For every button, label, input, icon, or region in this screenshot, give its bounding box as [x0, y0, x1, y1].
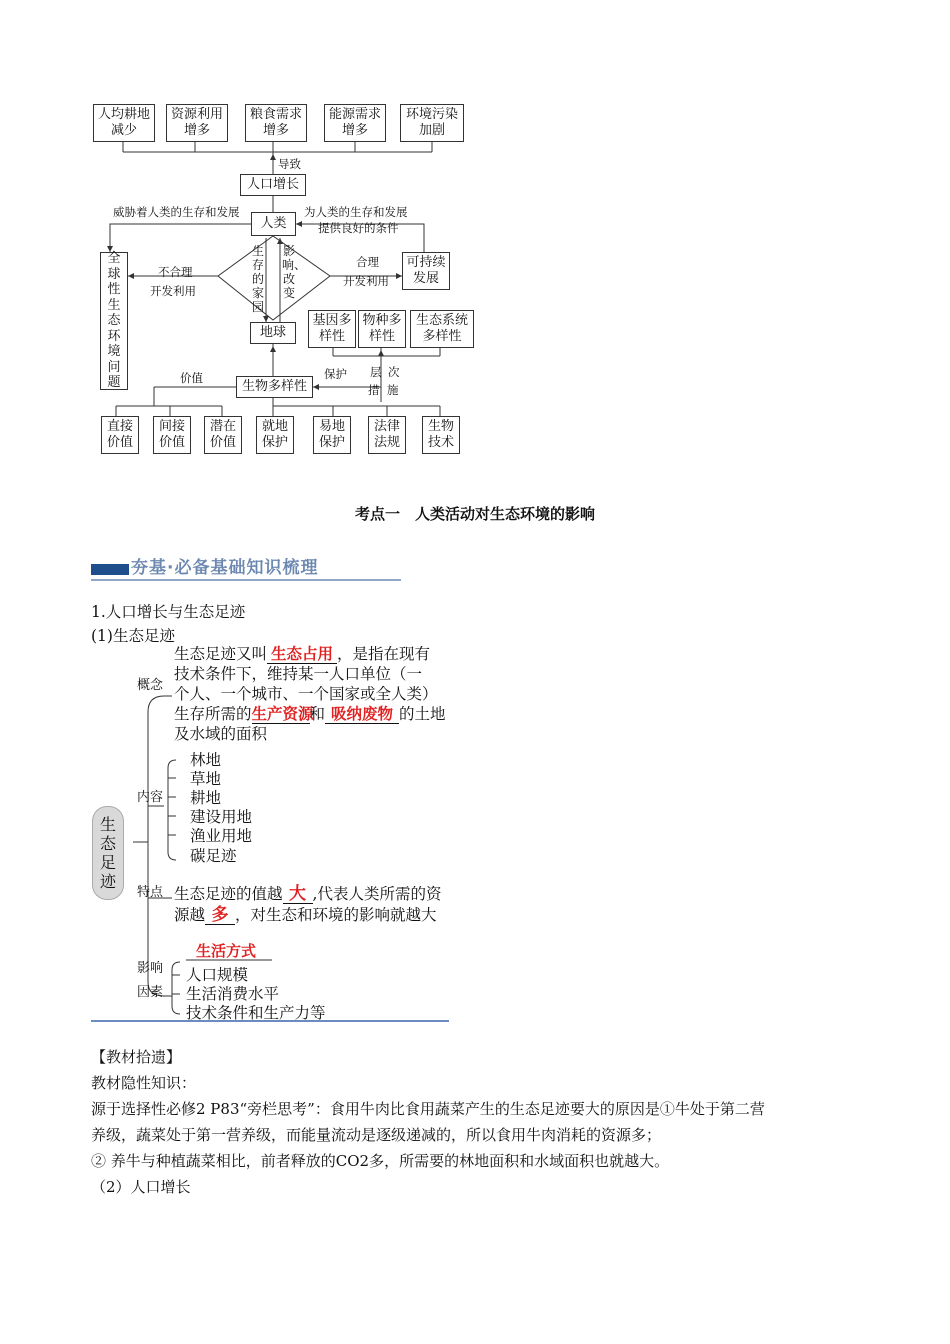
box-pollution-increase: 环境污染加剧	[400, 104, 464, 142]
box-human: 人类	[251, 212, 296, 236]
box-indirect-value: 间接价值	[153, 416, 191, 454]
label-reasonable-1: 合理	[356, 255, 379, 269]
box-resource-use-increase: 资源利用增多	[166, 104, 228, 142]
box-species-diversity: 物种多样性	[358, 310, 406, 348]
feature-line-2: 源越 多 ，对生态和环境的影响就越大	[174, 905, 437, 925]
label-levels-b: 次	[388, 365, 400, 379]
label-feature: 特点	[137, 885, 164, 900]
box-ecosystem-diversity: 生态系统多样性	[410, 310, 474, 348]
textbook-line-4: （2）人口增长	[91, 1178, 191, 1196]
textbook-line-1: 源于选择性必修2 P83“旁栏思考”：食用牛肉比食用蔬菜产生的生态足迹要大的原因是①牛处于第二营	[91, 1100, 765, 1118]
content-item-grassland: 草地	[190, 770, 222, 788]
heading-ecological-footprint: (1)生态足迹	[91, 627, 175, 645]
box-potential-value: 潜在价值	[204, 416, 242, 454]
textbook-subheading: 教材隐性知识：	[91, 1074, 197, 1092]
content-item-construction: 建设用地	[190, 808, 253, 826]
label-protect: 保护	[324, 367, 347, 381]
concept-line-1: 生态足迹又叫 生态占用 ，是指在现有	[174, 645, 431, 663]
label-provide-2: 提供良好的条件	[318, 221, 399, 235]
fill-absorb-waste: 吸纳废物	[331, 705, 394, 723]
label-influence: 影响、改变	[282, 244, 307, 300]
fill-lifestyle: 生活方式	[196, 942, 257, 960]
feature-line-1: 生态足迹的值越 大 ,代表人类所需的资	[174, 884, 442, 904]
box-earth: 地球	[250, 322, 296, 344]
concept-line-3: 个人、一个城市、一个国家或全人类）	[174, 685, 438, 703]
label-content: 内容	[137, 790, 164, 805]
factor-technology: 技术条件和生产力等	[186, 1004, 326, 1022]
box-laws: 法律法规	[368, 416, 406, 454]
label-factor-1: 影响	[137, 961, 164, 976]
label-unreasonable-1: 不合理	[158, 265, 193, 279]
label-value: 价值	[180, 371, 203, 385]
content-item-farmland: 耕地	[190, 789, 222, 807]
textbook-heading: 【教材拾遗】	[91, 1048, 182, 1066]
label-factor-2: 因素	[137, 985, 164, 1000]
label-lead-to: 导致	[278, 157, 301, 171]
label-reasonable-2: 开发利用	[343, 274, 389, 288]
label-unreasonable-2: 开发利用	[150, 284, 196, 298]
box-biotech: 生物技术	[422, 416, 460, 454]
section-title: 考点一 人类活动对生态环境的影响	[354, 505, 595, 523]
box-ex-situ-protection: 易地保护	[313, 416, 351, 454]
box-direct-value: 直接价值	[101, 416, 139, 454]
textbook-line-2: 养级，蔬菜处于第一营养级，而能量流动是逐级递减的，所以食用牛肉消耗的资源多；	[91, 1126, 662, 1144]
fill-production-resources: 生产资源	[251, 705, 314, 723]
box-energy-demand-increase: 能源需求增多	[324, 104, 386, 142]
box-population-growth: 人口增长	[240, 174, 306, 196]
label-concept: 概念	[137, 678, 164, 693]
label-measures-a: 措	[368, 383, 380, 397]
label-home: 生存的家园	[251, 244, 264, 314]
label-measures-b: 施	[387, 383, 399, 397]
label-threat: 威胁着人类的生存和发展	[113, 205, 240, 219]
content-item-forest: 林地	[190, 751, 222, 769]
fill-large: 大	[289, 884, 307, 904]
concept-line-5: 及水域的面积	[174, 725, 268, 743]
fill-more: 多	[211, 905, 229, 925]
content-item-carbon: 碳足迹	[190, 847, 237, 865]
concept-line-2: 技术条件下，维持某一人口单位（一	[174, 665, 423, 683]
mindmap-root: 生态足迹	[92, 806, 124, 900]
box-global-environment-issues: 全球性生态环境问题	[100, 252, 128, 390]
factor-consumption-level: 生活消费水平	[186, 985, 280, 1003]
textbook-line-3: ② 养牛与种植蔬菜相比，前者释放的CO2多，所需要的林地面积和水域面积也就越大。	[91, 1152, 670, 1170]
box-arable-land-decrease: 人均耕地减少	[93, 104, 155, 142]
box-food-demand-increase: 粮食需求增多	[245, 104, 307, 142]
concept-line-4: 生存所需的生产资源和 吸纳废物 的土地	[174, 705, 446, 723]
label-provide-1: 为人类的生存和发展	[304, 205, 408, 219]
box-sustainable-development: 可持续发展	[402, 252, 450, 290]
fill-ecological-occupation: 生态占用	[271, 645, 334, 663]
heading-population-footprint: 1.人口增长与生态足迹	[91, 603, 246, 621]
box-gene-diversity: 基因多样性	[308, 310, 356, 348]
factor-population-size: 人口规模	[186, 966, 249, 984]
banner-text: 夯基·必备基础知识梳理	[131, 558, 319, 578]
box-biodiversity: 生物多样性	[236, 376, 313, 398]
box-in-situ-protection: 就地保护	[256, 416, 294, 454]
content-item-fishery: 渔业用地	[190, 827, 253, 845]
label-levels-a: 层	[370, 365, 382, 379]
